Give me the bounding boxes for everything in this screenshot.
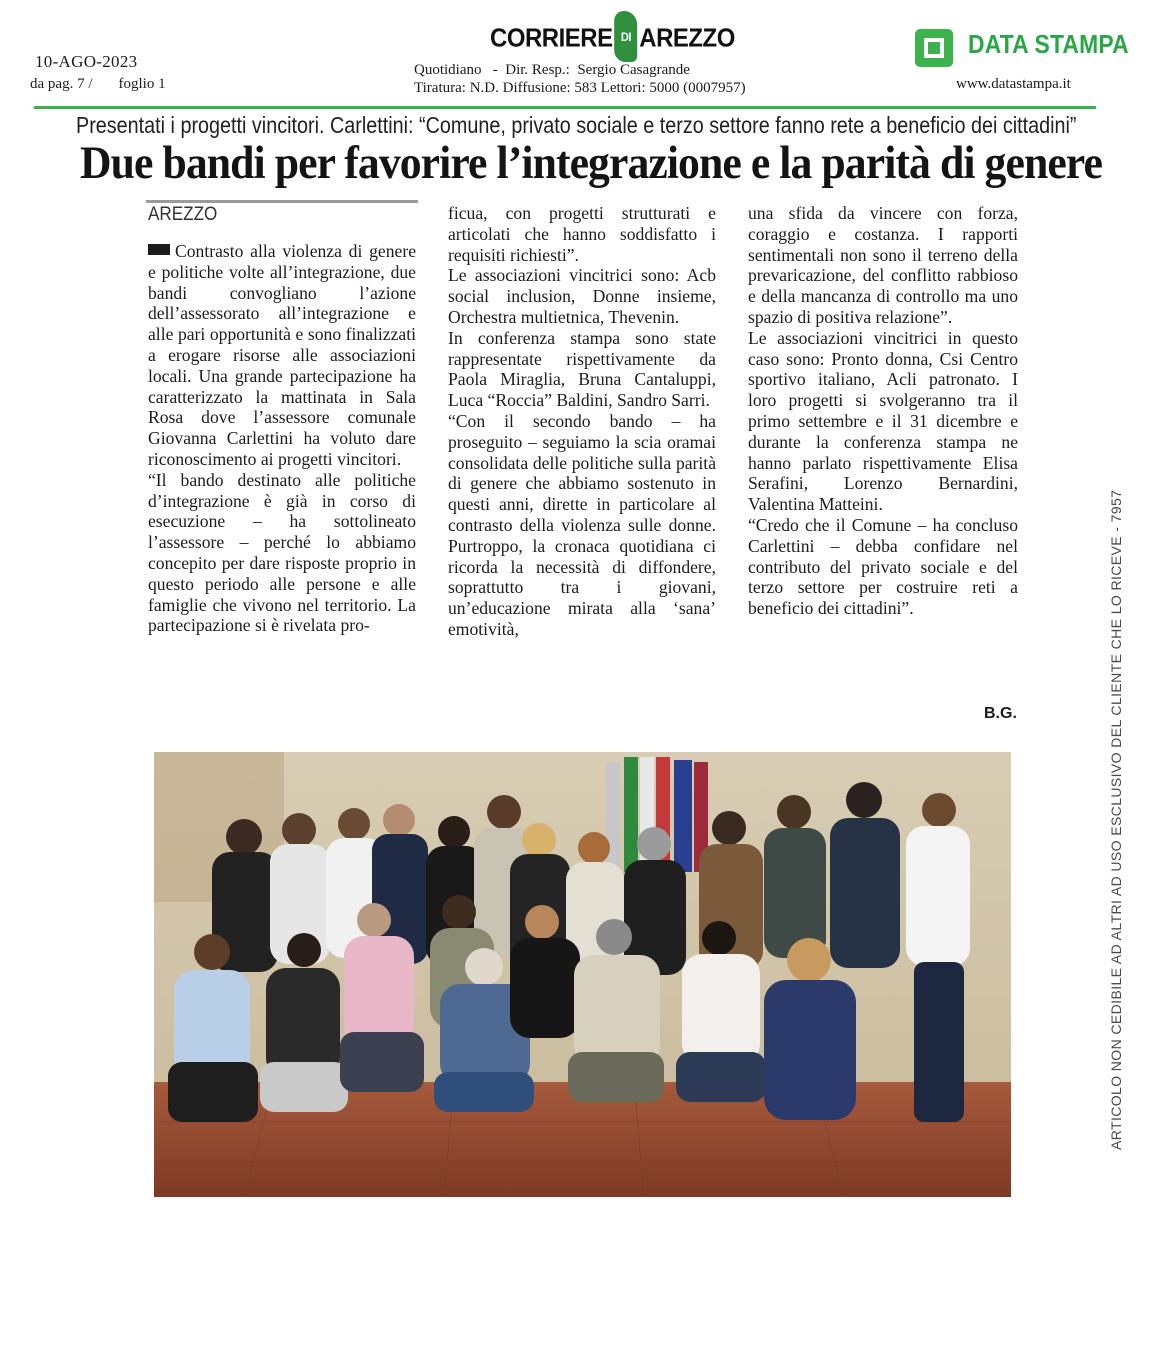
newspaper-logo: CORRIERE DI AREZZO bbox=[490, 14, 710, 54]
article-column-1 bbox=[148, 241, 416, 636]
page-number: da pag. 7 / bbox=[30, 76, 93, 92]
paragraph: una sfida da vincere con forza, coraggio e costanza. I rapporti sentimentali non sono il terreno della prevaricazione, del conflitto rabbioso e della mancanza di controllo ma uno spazio di positiva relazione”. bbox=[748, 203, 1018, 327]
article-overline: Presentati i progetti vincitori. Carlettini: “Comune, privato sociale e terzo settore fanno rete a beneficio dei cittadini” bbox=[76, 112, 1077, 138]
header-divider bbox=[34, 106, 1096, 109]
article-byline: AREZZO bbox=[148, 204, 218, 225]
paragraph: “Credo che il Comune – ha concluso Carlettini – debba confidare nel contributo del privato sociale e del terzo settore per costruire reti a beneficio dei cittadini”. bbox=[748, 514, 1018, 619]
paragraph: “Con il secondo bando – ha proseguito – seguiamo la scia oramai consolidata delle politiche sulla parità di genere che abbiamo sostenuto in questi anni, dirette in particolare al contrasto della violenza sulle donne. Purtroppo, la cronaca quotidiana ci ricorda la necessità di diffondere, soprattutto tra i giovani, un’educazione mirata alla ‘sana’ emotività, bbox=[448, 410, 716, 639]
column-rule bbox=[146, 200, 418, 203]
sheet-number: foglio 1 bbox=[118, 76, 166, 92]
paragraph: Le associazioni vincitrici sono: Acb social inclusion, Donne insieme, Orchestra multietnica, Thevenin. bbox=[448, 265, 716, 327]
article-signature: B.G. bbox=[984, 705, 1017, 722]
paragraph: In conferenza stampa sono state rappresentate rispettivamente da Paola Miraglia, Bruna Cantaluppi, Luca “Roccia” Baldini, Sandro Sarri. bbox=[448, 327, 716, 411]
circulation-info: Tiratura: N.D. Diffusione: 583 Lettori: 5000 (0007957) bbox=[414, 80, 746, 96]
paragraph: Contrasto alla violenza di genere e politiche volte all’integrazione, due bandi convogliano l’azione dell’assessorato all’integrazione e alle pari opportunità e sono finalizzati a erogare risorse alle associazioni locali. Una grande partecipazione ha caratterizzato la mattinata in Sala Rosa dove l’assessore comunale Giovanna Carlettini ha voluto dare riconoscimento ai progetti vincitori. bbox=[148, 241, 416, 469]
data-stampa-url: www.datastampa.it bbox=[956, 76, 1071, 92]
data-stampa-brand: DATA STAMPA bbox=[968, 29, 1129, 59]
article-column-2 bbox=[448, 203, 716, 640]
page-info bbox=[30, 76, 192, 93]
article-headline: Due bandi per favorire l’integrazione e la parità di genere bbox=[80, 137, 1102, 189]
publication-info: Quotidiano - Dir. Resp.: Sergio Casagrande bbox=[414, 62, 690, 78]
data-stampa-logo-icon bbox=[914, 28, 954, 68]
paragraph: ficua, con progetti strutturati e articolati che hanno soddisfatto i requisiti richiesti”. bbox=[448, 203, 716, 265]
group-photo bbox=[154, 752, 1011, 1197]
lead-square-icon bbox=[148, 244, 170, 255]
paragraph: Le associazioni vincitrici in questo caso sono: Pronto donna, Csi Centro sportivo italiano, Acli patronato. I loro progetti si svolgeranno tra il primo settembre e il 31 dicembre e durante la conferenza stampa ne hanno parlato rispettivamente Elisa Serafini, Lorenzo Bernardini, Valentina Matteini. bbox=[748, 327, 1018, 515]
copyright-notice: ARTICOLO NON CEDIBILE AD ALTRI AD USO ESCLUSIVO DEL CLIENTE CHE LO RICEVE - 7957 bbox=[1108, 489, 1124, 1150]
article-column-3 bbox=[748, 203, 1018, 619]
paragraph: “Il bando destinato alle politiche d’integrazione è già in corso di esecuzione – ha sottolineato l’assessore – perché lo abbiamo concepito per dare risposte proprio in questo periodo alle persone e alle famiglie che vivono nel territorio. La partecipazione si è rivelata pro- bbox=[148, 469, 416, 636]
clipping-date: 10-AGO-2023 bbox=[35, 52, 138, 71]
